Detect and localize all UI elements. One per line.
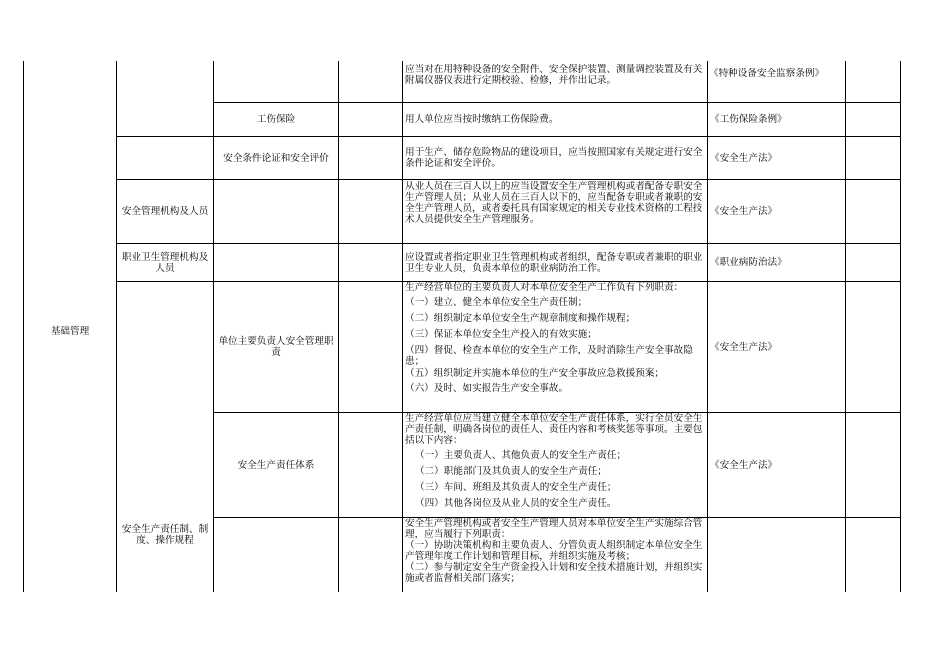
basis-cell: 《安全生产法》: [710, 206, 778, 217]
duty-item: （二）参与制定安全生产资金投入计划和安全技术措施计划，并组织实施或者监督相关部门落实；: [405, 562, 703, 584]
duty-item: （一）主要负责人、其他负责人的安全生产责任；: [415, 450, 627, 461]
subcategory-cell: 安全生产责任制、制度、操作规程: [121, 524, 209, 546]
grid-line: [845, 61, 846, 592]
requirement-cell: 应设置或者指定职业卫生管理机构或者组织，配备专职或者兼职的职业卫生专业人员，负责本单位的职业病防治工作。: [405, 251, 703, 274]
duty-item: （四）督促、检查本单位的安全生产工作，及时消除生产安全事故隐患；: [405, 345, 693, 367]
basis-cell: 《特种设备安全监察条例》: [709, 68, 825, 79]
requirement-cell: [405, 518, 706, 592]
duty-item: （三）车间、班组及其负责人的安全生产责任；: [415, 482, 617, 493]
duty-item: （六）及时、如实报告生产安全事故。: [405, 383, 569, 394]
duty-item: （一）协助决策机构和主要负责人、分管负责人组织制定本单位安全生产管理年度工作计划和管理目标，并组织实施及考核；: [405, 540, 703, 562]
grid-line: [707, 61, 708, 592]
item-cell: 安全生产责任体系: [237, 459, 315, 471]
requirement-cell: 用于生产、储存危险物品的建设项目，应当按照国家有关规定进行安全条件论证和安全评价。: [405, 147, 703, 169]
grid-line: [900, 61, 901, 592]
item-cell: 单位主要负责人安全管理职责: [218, 336, 334, 358]
basis-cell: 《工伤保险条例》: [710, 114, 787, 125]
subcategory-cell: 安全管理机构及人员: [121, 206, 209, 217]
requirement-intro: 生产经营单位的主要负责人对本单位安全生产工作负有下列职责：: [405, 282, 684, 293]
duty-item: （一）建立、健全本单位安全生产责任制；: [405, 297, 588, 308]
requirement-intro: 安全生产管理机构或者安全生产管理人员对本单位安全生产实施综合管理，应当履行下列职责：: [405, 518, 703, 540]
grid-line: [338, 61, 339, 592]
requirement-cell: 应当对在用特种设备的安全附件、安全保护装置、测量调控装置及有关附属仪器仪表进行定期校验、检修，并作出记录。: [405, 64, 703, 86]
requirement-cell: [405, 413, 706, 517]
requirement-cell: 从业人员在三百人以上的应当设置安全生产管理机构或者配备专职安全生产管理人员；从业人员在三百人以下的，应当配备专职或者兼职的安全生产管理人员，或者委托具有国家规定的相关专业技术资格的工程技术人员提供安全生产管理服务。: [405, 181, 703, 225]
basis-cell: 《职业病防治法》: [710, 257, 787, 268]
grid-line: [116, 61, 117, 592]
item-cell: 工伤保险: [256, 114, 296, 125]
grid-line: [402, 61, 403, 592]
item-cell: 安全条件论证和安全评价: [223, 152, 329, 164]
subcategory-cell: 职业卫生管理机构及人员: [121, 251, 209, 274]
duty-item: （二）组织制定本单位安全生产规章制度和操作规程；: [405, 313, 636, 324]
requirement-cell: [405, 282, 706, 412]
duty-item: （五）组织制定并实施本单位的生产安全事故应急救援预案；: [405, 368, 665, 379]
basis-cell: 《安全生产法》: [710, 459, 778, 471]
basis-cell: 《安全生产法》: [710, 341, 778, 353]
duty-item: （四）其他各岗位及从业人员的安全生产责任。: [415, 498, 617, 509]
duty-item: （二）职能部门及其负责人的安全生产责任；: [415, 466, 607, 477]
requirement-cell: 用人单位应当按时缴纳工伤保险费。: [405, 114, 559, 125]
category-cell: 基础管理: [50, 325, 90, 337]
requirement-intro: 生产经营单位应当建立健全本单位安全生产责任体系，实行全员安全生产责任制，明确各岗位的责任人、责任内容和考核奖惩等事项。主要包括以下内容：: [405, 413, 703, 446]
grid-line: [213, 61, 214, 592]
basis-cell: 《安全生产法》: [710, 152, 778, 164]
duty-item: （三）保证本单位安全生产投入的有效实施；: [405, 329, 597, 340]
